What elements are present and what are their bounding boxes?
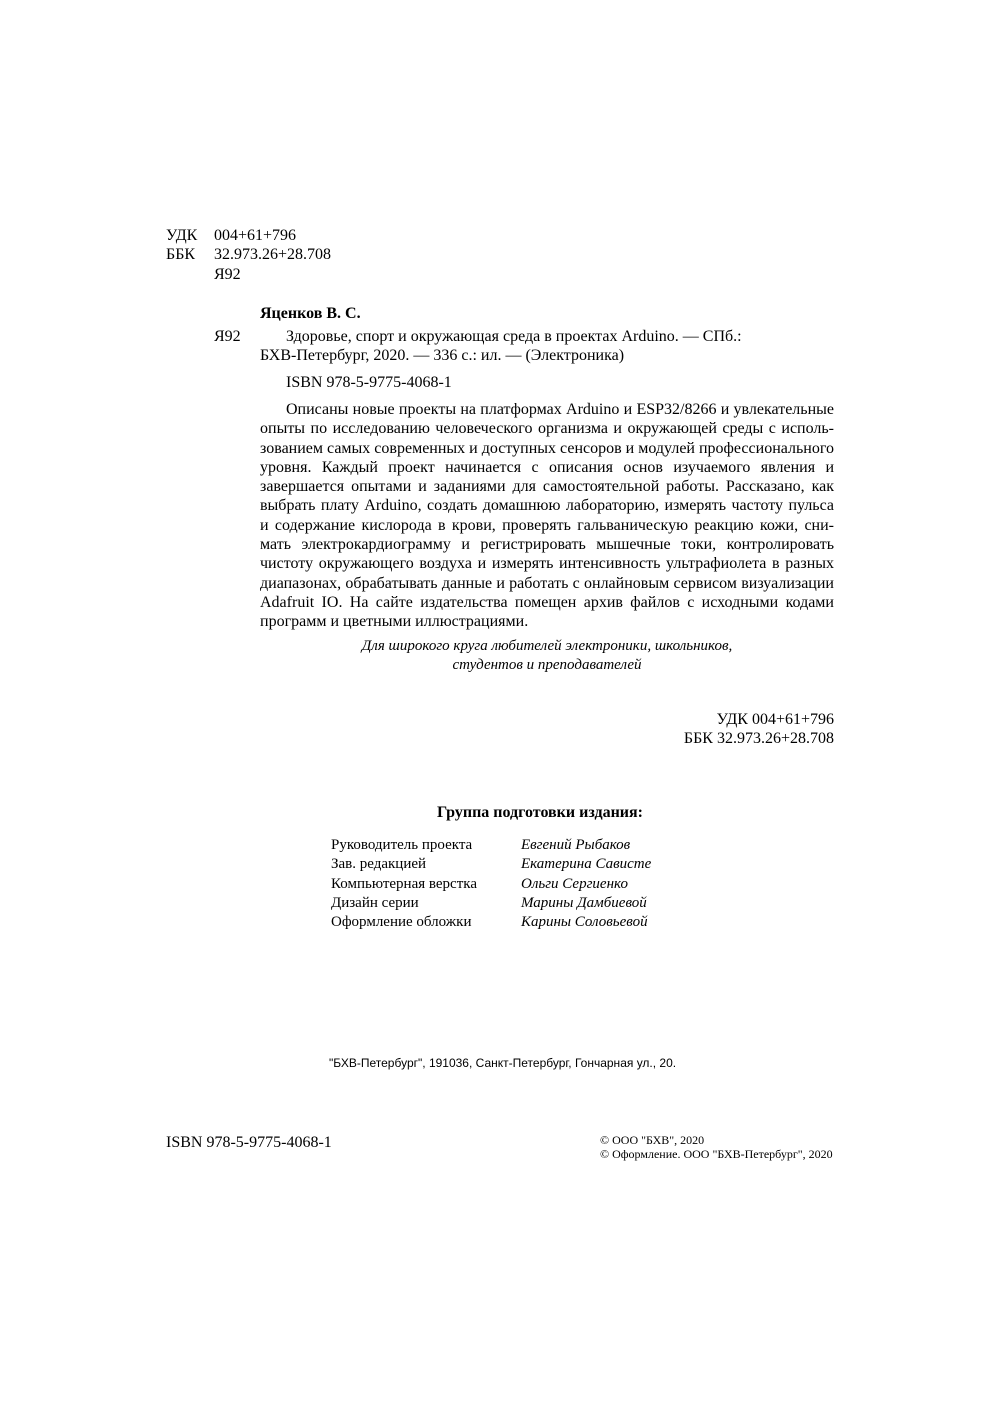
author-mark: Я92 — [214, 266, 241, 283]
title-line-1: Здоровье, спорт и окружающая среда в проектах Arduino. — СПб.: — [286, 328, 742, 345]
staff-role: Руководитель проекта — [331, 837, 473, 853]
udk-value: 004+61+796 — [214, 227, 297, 244]
staff-role: Компьютерная верстка — [331, 876, 477, 892]
staff-heading: Группа подготовки издания: — [436, 804, 643, 821]
audience-line-1: Для широкого круга любителей электроники, школьников, — [361, 638, 733, 654]
title-line-2: БХВ-Петербург, 2020. — 336 с.: ил. — (Электроника) — [260, 347, 625, 364]
bbk-label: ББК — [166, 246, 196, 263]
author-name: Яценков В. С. — [260, 305, 361, 322]
staff-role: Зав. редакцией — [331, 856, 427, 872]
audience-line-2: студентов и преподавателей — [452, 657, 642, 673]
staff-name: Ольги Сергиенко — [521, 876, 628, 892]
bbk-value: 32.973.26+28.708 — [214, 246, 332, 263]
record-author-mark: Я92 — [214, 328, 241, 345]
staff-row — [331, 912, 731, 932]
copyright-line-1: © ООО "БХВ", 2020 — [600, 1133, 705, 1147]
bbk-right: ББК 32.973.26+28.708 — [683, 730, 834, 747]
staff-name: Евгений Рыбаков — [521, 837, 631, 853]
staff-row — [331, 835, 731, 855]
copyright-line-2: © Оформление. ООО "БХВ-Петербург", 2020 — [600, 1147, 833, 1161]
staff-row — [331, 874, 731, 894]
staff-name: Карины Соловьевой — [521, 914, 648, 930]
staff-row — [331, 854, 731, 874]
staff-name: Марины Дамбиевой — [521, 895, 647, 911]
staff-role: Дизайн серии — [331, 895, 419, 911]
record-isbn: ISBN 978-5-9775-4068-1 — [286, 374, 452, 391]
staff-name: Екатерина Сависте — [521, 856, 652, 872]
staff-role: Оформление обложки — [331, 914, 472, 930]
staff-row — [331, 893, 731, 913]
udk-label: УДК — [166, 227, 198, 244]
udk-right: УДК 004+61+796 — [716, 711, 834, 728]
publisher-address: "БХВ-Петербург", 191036, Санкт-Петербург, Гончарная ул., 20. — [329, 1056, 677, 1070]
annotation-paragraph: Описаны новые проекты на платформах Arduino и ESP32/8266 и увлекательные опыты по исследованию человеческого организма и окружающей среды с использованием самых современных и доступных сенсоров и модулей профессионального уровня. Каждый проект начинается с описания основ изучаемого явления и завершается опытами и заданиями для самостоятельной работы. Рассказано, как выбрать плату Arduino, создать домашнюю лабораторию, измерять частоту пульса и содержание кислорода в крови, проверять гальваническую реакцию кожи, снимать электрокардиограмму и регистрировать мышечные токи, контролировать чистоту окружающего воздуха и измерять интенсивность ультрафиолета в разных диапазонах, обрабатывать данные и работать с онлайновым сервисом визуализации Adafruit IO. На сайте издательства помещен архив файлов с исходными кодами программ и цветными иллюстрациями. — [260, 401, 834, 631]
footer-isbn: ISBN 978-5-9775-4068-1 — [166, 1134, 332, 1151]
